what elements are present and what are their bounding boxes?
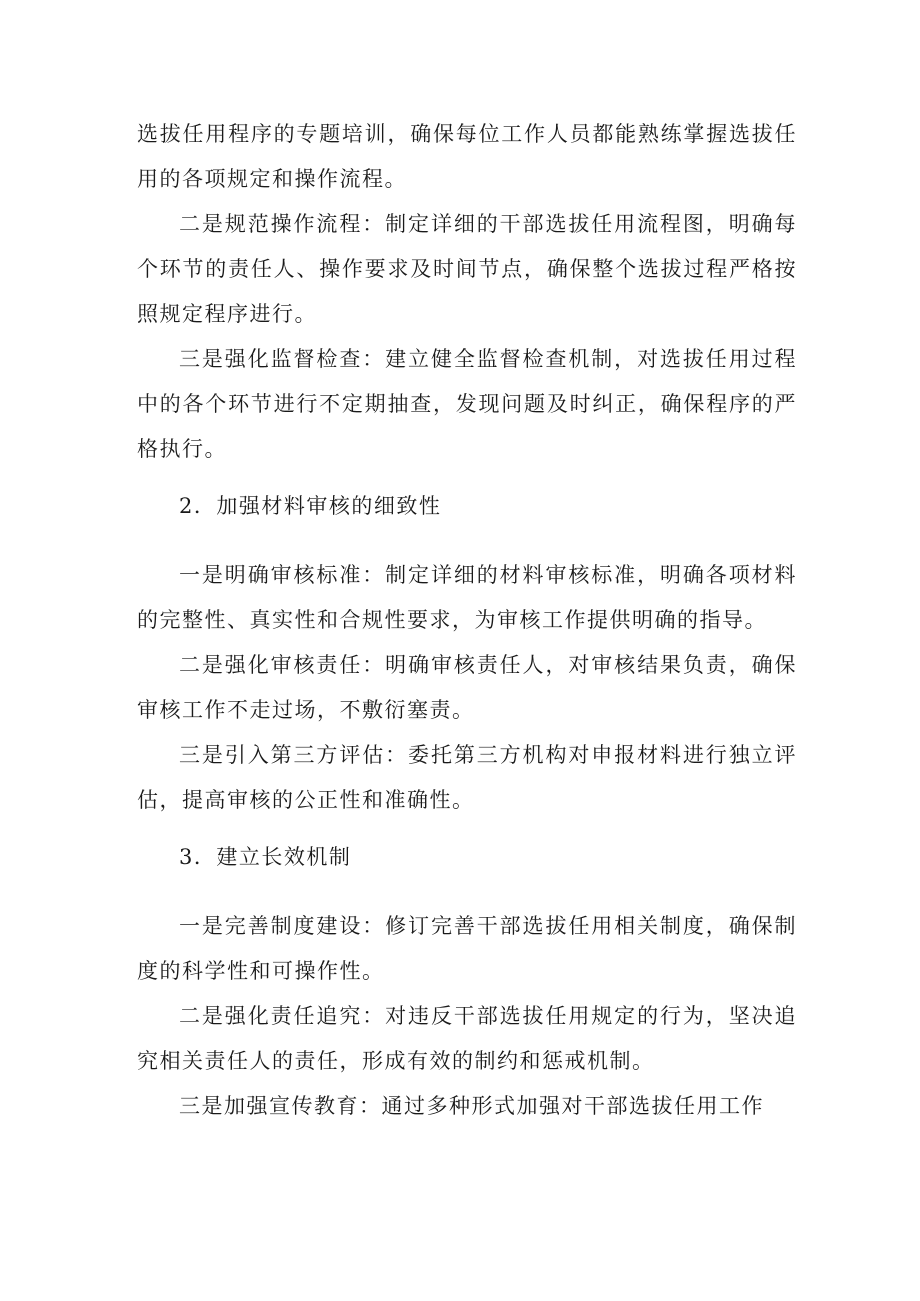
paragraph-third-party-evaluation: 三是引入第三方评估：委托第三方机构对申报材料进行独立评估，提高审核的公正性和准确性。 bbox=[137, 743, 797, 812]
paragraph-standardize-process: 二是规范操作流程：制定详细的干部选拔任用流程图，明确每个环节的责任人、操作要求及时间节点，确保整个选拔过程严格按照规定程序进行。 bbox=[137, 212, 797, 326]
document-body bbox=[137, 112, 797, 1129]
paragraph-system-building: 一是完善制度建设：修订完善干部选拔任用相关制度，确保制度的科学性和可操作性。 bbox=[137, 914, 797, 983]
paragraph-publicity-education: 三是加强宣传教育：通过多种形式加强对干部选拔任用工作 bbox=[179, 1094, 764, 1118]
paragraph-review-responsibility: 二是强化审核责任：明确审核责任人，对审核结果负责，确保审核工作不走过场，不敷衍塞责。 bbox=[137, 653, 797, 722]
section-heading-3: 3．建立长效机制 bbox=[179, 845, 352, 869]
paragraph-accountability: 二是强化责任追究：对违反干部选拔任用规定的行为，坚决追究相关责任人的责任，形成有效的制约和惩戒机制。 bbox=[137, 1004, 797, 1073]
paragraph-training-continuation: 选拔任用程序的专题培训，确保每位工作人员都能熟练掌握选拔任用的各项规定和操作流程。 bbox=[137, 122, 797, 191]
section-heading-2: 2．加强材料审核的细致性 bbox=[179, 494, 442, 518]
paragraph-strengthen-supervision: 三是强化监督检查：建立健全监督检查机制，对选拔任用过程中的各个环节进行不定期抽查，发现问题及时纠正，确保程序的严格执行。 bbox=[137, 347, 797, 461]
paragraph-review-standards: 一是明确审核标准：制定详细的材料审核标准，明确各项材料的完整性、真实性和合规性要求，为审核工作提供明确的指导。 bbox=[137, 563, 797, 632]
